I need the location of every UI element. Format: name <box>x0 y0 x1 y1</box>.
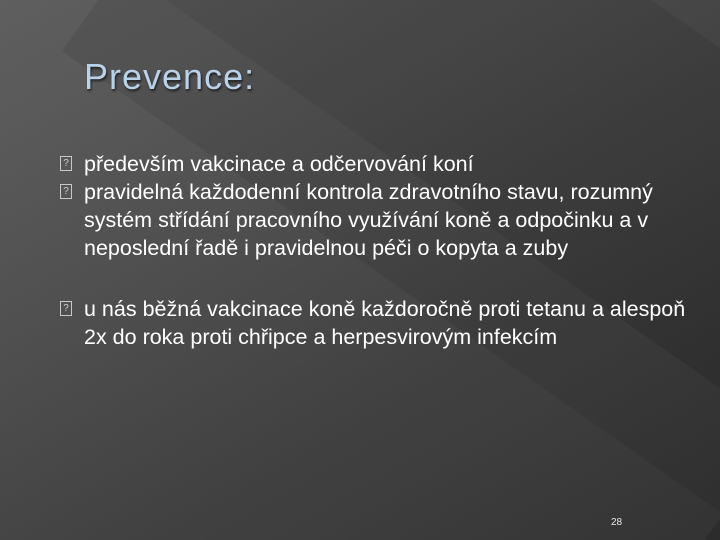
bullet-text: u nás běžná vakcinace koně každoročně proti tetanu a alespoň 2x do roka proti chřipce a herpesvirovým infekcím <box>84 297 686 349</box>
missing-glyph-box-icon: ? <box>60 184 72 199</box>
bullet-list <box>60 150 700 351</box>
missing-glyph-box-icon: ? <box>60 156 72 171</box>
missing-glyph-box-icon: ? <box>60 301 72 316</box>
bullet-text: především vakcinace a odčervování koní <box>84 152 474 176</box>
bullet-item <box>60 178 700 262</box>
bullet-text: pravidelná každodenní kontrola zdravotního stavu, rozumný systém střídání pracovního využívání koně a odpočinku a v neposlední řadě i pravidelnou péči o kopyta a zuby <box>84 180 653 260</box>
slide-title: Prevence: <box>84 56 256 97</box>
page-number: 28 <box>611 517 623 528</box>
bullet-item <box>60 150 700 178</box>
bullet-item <box>60 295 700 351</box>
